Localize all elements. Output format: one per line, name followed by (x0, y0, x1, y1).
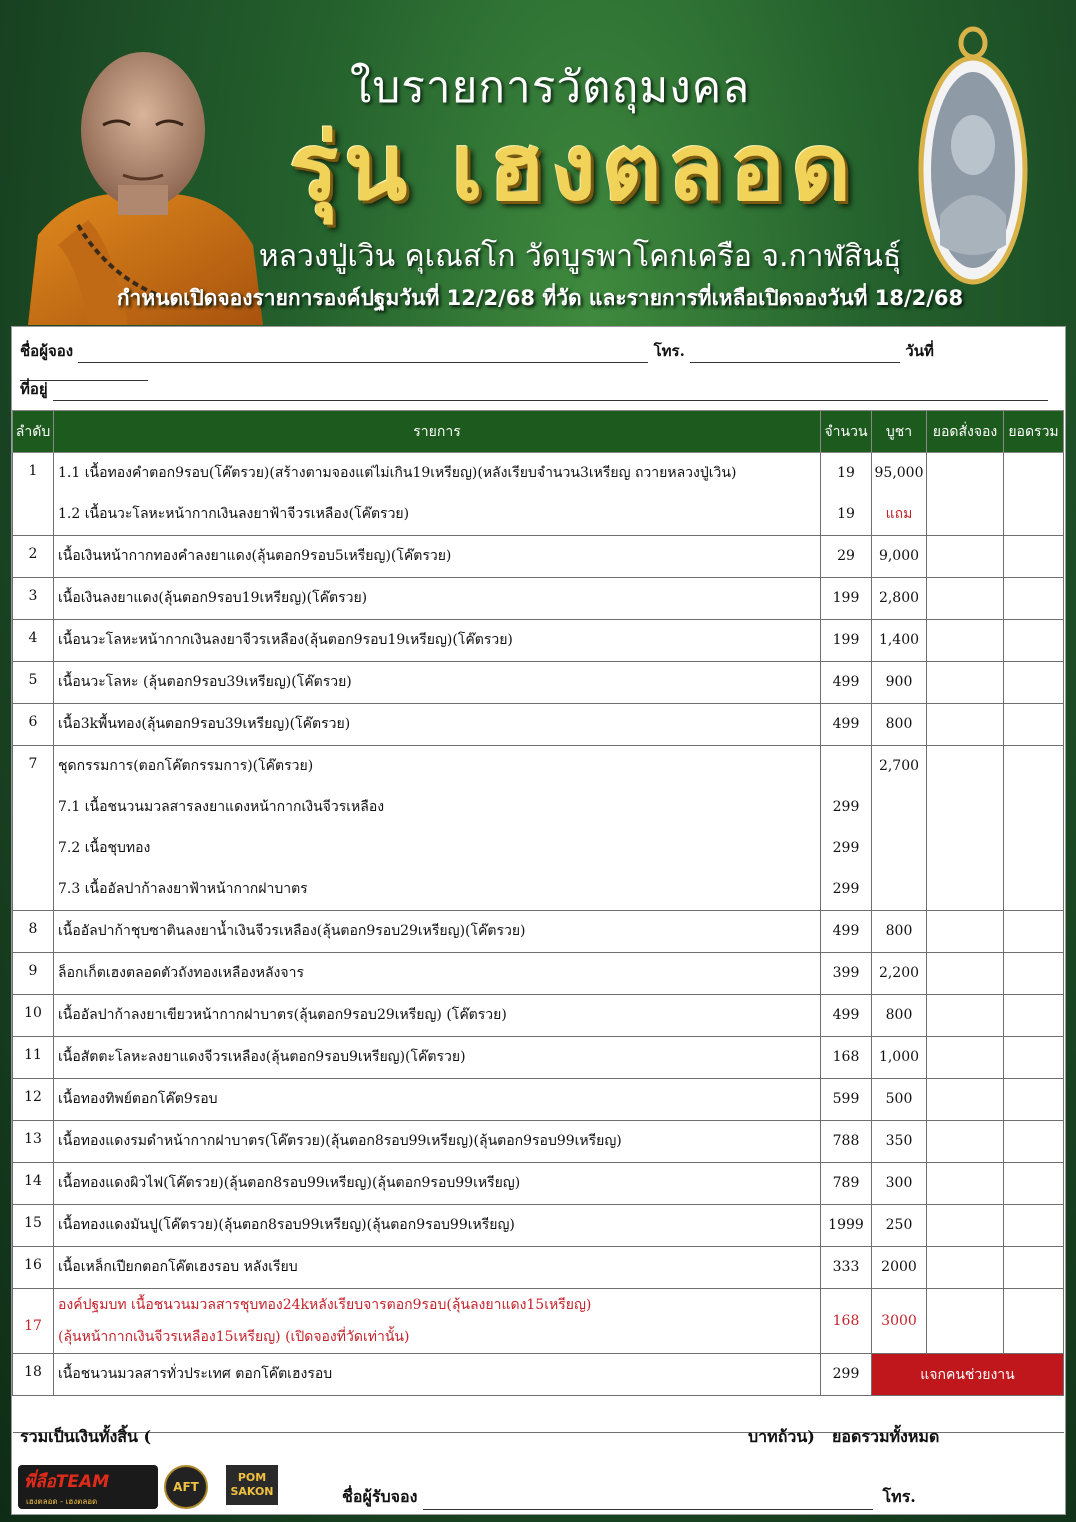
quantity-value (821, 746, 871, 787)
address-field[interactable] (53, 384, 1048, 401)
order-amount-field[interactable] (927, 662, 1004, 704)
price-value: 2,700 (878, 758, 920, 774)
table-row (13, 911, 1064, 953)
table-row (13, 1037, 1064, 1079)
row-number: 12 (13, 1079, 54, 1121)
quantity-value: 299 (832, 1366, 860, 1382)
item-line: ล็อกเก็ตเฮงตลอดตัวถังทองเหลืองหลังจาร (58, 965, 304, 981)
quantity-value: 499 (832, 674, 860, 690)
items-table (12, 410, 1064, 1433)
quantity-value: 199 (832, 632, 860, 648)
order-amount-field[interactable] (927, 1121, 1004, 1163)
item-line: 1.2 เนื้อนวะโลหะหน้ากากเงินลงยาฟ้าจีวรเหลือง(โค๊ตรวย) (58, 506, 410, 522)
item-price (872, 704, 927, 746)
order-amount-field[interactable] (927, 911, 1004, 953)
col-header-total: ยอดรวม (1004, 411, 1064, 453)
row-total-field[interactable] (1004, 1079, 1064, 1121)
item-quantity (821, 911, 872, 953)
item-price (872, 620, 927, 662)
booker-date-label: วันที่ (905, 342, 934, 360)
item-description (54, 911, 821, 953)
item-description (54, 1205, 821, 1247)
item-quantity (821, 953, 872, 995)
item-line: เนื้อ3kพื้นทอง(ลุ้นตอก9รอบ39เหรียญ)(โค๊ตรวย) (58, 716, 351, 732)
item-description (54, 1163, 821, 1205)
logo-pom-text: POM (237, 1471, 267, 1484)
table-row (13, 536, 1064, 578)
item-quantity (821, 1037, 872, 1079)
price-value (872, 787, 926, 828)
price-value: 3000 (881, 1312, 917, 1329)
total-label: รวมเป็นเงินทั้งสิ้น ( (20, 1427, 152, 1446)
order-amount-field[interactable] (927, 1289, 1004, 1354)
row-total-field[interactable] (1004, 453, 1064, 536)
item-quantity (821, 662, 872, 704)
quantity-value: 788 (832, 1133, 860, 1149)
table-row (13, 995, 1064, 1037)
item-quantity (821, 578, 872, 620)
address-row (20, 377, 1060, 401)
item-description (54, 662, 821, 704)
item-price (872, 578, 927, 620)
item-line: เนื้อเหล็กเปียกตอกโค๊ตเฮงรอบ หลังเรียบ (58, 1259, 298, 1275)
order-amount-field[interactable] (927, 1037, 1004, 1079)
row-number: 7 (13, 746, 54, 911)
row-number: 14 (13, 1163, 54, 1205)
item-price (872, 536, 927, 578)
item-line: 7.3 เนื้ออัลปาก้าลงยาฟ้าหน้ากากฝาบาตร (58, 881, 308, 897)
item-line: เนื้อทองทิพย์ตอกโค๊ต9รอบ (58, 1091, 218, 1107)
item-description (54, 536, 821, 578)
row-number: 2 (13, 536, 54, 578)
order-amount-field[interactable] (927, 953, 1004, 995)
price-value: 2,200 (878, 965, 920, 981)
item-quantity (821, 453, 872, 536)
item-quantity (821, 995, 872, 1037)
booking-form-panel (11, 326, 1066, 1515)
row-number: 8 (13, 911, 54, 953)
table-row (13, 1289, 1064, 1354)
quantity-value: 299 (832, 840, 860, 856)
row-total-field[interactable] (1004, 536, 1064, 578)
row-number: 15 (13, 1205, 54, 1247)
price-value: 95,000 (874, 465, 924, 481)
row-number: 5 (13, 662, 54, 704)
quantity-value: 19 (837, 506, 855, 522)
quantity-value: 19 (837, 465, 855, 481)
item-line: เนื้ออัลปาก้าลงยาเขียวหน้ากากฝาบาตร(ลุ้นตอก9รอบ29เหรียญ) (โค๊ตรวย) (58, 1007, 507, 1023)
row-total-field[interactable] (1004, 620, 1064, 662)
row-total-field[interactable] (1004, 746, 1064, 911)
item-line: 1.1 เนื้อทองคำตอก9รอบ(โค๊ตรวย)(สร้างตามจองแต่ไม่เกิน19เหรียญ)(หลังเรียบจำนวน3เหรียญ ถวายหลวงปู่เวิน) (58, 465, 737, 481)
giveaway-badge: แจกคนช่วยงาน (872, 1354, 1064, 1396)
booker-info-row (20, 339, 1060, 381)
item-price (872, 1205, 927, 1247)
order-amount-field[interactable] (927, 536, 1004, 578)
row-total-field[interactable] (1004, 1121, 1064, 1163)
table-row (13, 453, 1064, 536)
col-header-qty: จำนวน (821, 411, 872, 453)
item-quantity (821, 1121, 872, 1163)
price-value: 1,000 (878, 1049, 920, 1065)
quantity-value: 299 (832, 799, 860, 815)
price-value: 250 (885, 1217, 913, 1233)
table-row (13, 1079, 1064, 1121)
table-row (13, 662, 1064, 704)
price-value: 800 (885, 1007, 913, 1023)
item-description (54, 746, 821, 911)
logo-pom-sakon (226, 1465, 278, 1505)
item-line: เนื้อนวะโลหะ (ลุ้นตอก9รอบ39เหรียญ)(โค๊ตรวย) (58, 674, 352, 690)
row-number: 13 (13, 1121, 54, 1163)
price-value (872, 828, 926, 869)
quantity-value: 168 (832, 1312, 860, 1329)
item-line: เนื้อทองแดงมันปู(โค๊ตรวย)(ลุ้นตอก8รอบ99เหรียญ)(ลุ้นตอก9รอบ99เหรียญ) (58, 1217, 515, 1233)
item-price (872, 453, 927, 536)
table-header-row (13, 411, 1064, 453)
row-number: 4 (13, 620, 54, 662)
order-amount-field[interactable] (927, 578, 1004, 620)
receiver-phone-field[interactable] (342, 1512, 492, 1522)
row-total-field[interactable] (1004, 1289, 1064, 1354)
price-value: 350 (885, 1133, 913, 1149)
row-total-field[interactable] (1004, 1205, 1064, 1247)
item-price (872, 911, 927, 953)
item-line: (ลุ้นหน้ากากเงินจีวรเหลือง15เหรียญ) (เปิดจองที่วัดเท่านั้น) (58, 1329, 410, 1345)
item-line: 7.2 เนื้อชุบทอง (58, 840, 151, 856)
item-price (872, 1079, 927, 1121)
grand-total-label: ยอดรวมทั้งหมด (832, 1427, 940, 1446)
price-value: 900 (885, 674, 913, 690)
order-amount-field[interactable] (927, 746, 1004, 911)
item-line: เนื้อทองแดงผิวไฟ(โค๊ตรวย)(ลุ้นตอก8รอบ99เหรียญ)(ลุ้นตอก9รอบ99เหรียญ) (58, 1175, 521, 1191)
logo-sakon-text: SAKON (230, 1485, 274, 1498)
row-total-field[interactable] (1004, 1163, 1064, 1205)
item-price (872, 953, 927, 995)
order-amount-field[interactable] (927, 995, 1004, 1037)
order-amount-field[interactable] (927, 704, 1004, 746)
quantity-value: 499 (832, 1007, 860, 1023)
item-quantity (821, 536, 872, 578)
booker-name-label: ชื่อผู้จอง (20, 342, 74, 360)
item-line: องค์ปฐมบท เนื้อชนวนมวลสารชุบทอง24kหลังเรียบจารตอก9รอบ(ลุ้นลงยาแดง15เหรียญ) (58, 1297, 592, 1313)
item-quantity (821, 704, 872, 746)
item-description (54, 1354, 821, 1396)
item-description (54, 1121, 821, 1163)
col-header-order: ยอดสั่งจอง (927, 411, 1004, 453)
table-row (13, 1121, 1064, 1163)
table-row (13, 1163, 1064, 1205)
col-header-no: ลำดับ (13, 411, 54, 453)
quantity-value: 599 (832, 1091, 860, 1107)
item-line: เนื้อสัตตะโลหะลงยาแดงจีวรเหลือง(ลุ้นตอก9รอบ9เหรียญ)(โค๊ตรวย) (58, 1049, 466, 1065)
row-total-field[interactable] (1004, 662, 1064, 704)
item-quantity (821, 1289, 872, 1354)
row-total-field[interactable] (1004, 578, 1064, 620)
item-price (872, 662, 927, 704)
item-quantity (821, 1247, 872, 1289)
item-description (54, 704, 821, 746)
row-number: 11 (13, 1037, 54, 1079)
item-line: เนื้อทองแดงรมดำหน้ากากฝาบาตร(โค๊ตรวย)(ลุ้นตอก8รอบ99เหรียญ)(ลุ้นตอก9รอบ99เหรียญ) (58, 1133, 622, 1149)
quantity-value: 499 (832, 716, 860, 732)
item-description (54, 620, 821, 662)
form-title: ใบรายการวัตถุมงคล (349, 62, 751, 113)
order-amount-field[interactable] (927, 1079, 1004, 1121)
item-line: เนื้อนวะโลหะหน้ากากเงินลงยาจีวรเหลือง(ลุ้นตอก9รอบ19เหรียญ)(โค๊ตรวย) (58, 632, 513, 648)
item-price (872, 746, 927, 911)
item-price (872, 1037, 927, 1079)
receiver-label: ชื่อผู้รับจอง (342, 1487, 418, 1506)
row-total-field[interactable] (1004, 1247, 1064, 1289)
price-value (872, 869, 926, 910)
col-header-item: รายการ (54, 411, 821, 453)
address-label: ที่อยู่ (20, 380, 48, 398)
row-number: 1 (13, 453, 54, 536)
price-value: 800 (885, 923, 913, 939)
price-value: 1,400 (878, 632, 920, 648)
table-row (13, 620, 1064, 662)
price-value: 2,800 (878, 590, 920, 606)
item-description (54, 1289, 821, 1354)
item-description (54, 1247, 821, 1289)
logo-team-text: พี่ลือTEAM (24, 1472, 110, 1492)
quantity-value: 299 (832, 881, 860, 897)
row-total-field[interactable] (1004, 704, 1064, 746)
logo-team (18, 1465, 158, 1509)
item-description (54, 995, 821, 1037)
quantity-value: 399 (832, 965, 860, 981)
price-value: 800 (885, 716, 913, 732)
row-number: 10 (13, 995, 54, 1037)
quantity-value: 789 (832, 1175, 860, 1191)
table-row (13, 704, 1064, 746)
item-line: เนื้อเงินลงยาแดง(ลุ้นตอก9รอบ19เหรียญ)(โค๊ตรวย) (58, 590, 368, 606)
monk-name-line: หลวงปู่เวิน คุเณสโก วัดบูรพาโคกเครือ จ.กาฬสินธุ์ (258, 239, 902, 274)
booker-phone-field[interactable] (690, 346, 900, 363)
receiver-name-field[interactable] (423, 1493, 873, 1510)
item-quantity (821, 1354, 872, 1396)
price-value: 9,000 (878, 548, 920, 564)
item-description (54, 453, 821, 536)
price-value: 300 (885, 1175, 913, 1191)
item-description (54, 1079, 821, 1121)
item-description (54, 953, 821, 995)
table-row (13, 1354, 1064, 1396)
row-number: 6 (13, 704, 54, 746)
series-name: รุ่น เฮงตลอด (289, 113, 857, 221)
order-amount-field[interactable] (927, 1247, 1004, 1289)
logo-team-sub: เฮงตลอด - เฮงตลอด (26, 1497, 98, 1506)
logo-aft: AFT (164, 1465, 208, 1509)
item-line: เนื้ออัลปาก้าชุบซาตินลงยาน้ำเงินจีวรเหลือง(ลุ้นตอก9รอบ29เหรียญ)(โค๊ตรวย) (58, 923, 526, 939)
item-price (872, 995, 927, 1037)
price-value: แถม (885, 506, 913, 522)
quantity-value: 199 (832, 590, 860, 606)
receiver-row (342, 1485, 1065, 1522)
item-line: ชุดกรรมการ(ตอกโค๊ตกรรมการ)(โค๊ตรวย) (58, 758, 314, 774)
quantity-value: 29 (837, 548, 855, 564)
item-quantity (821, 746, 872, 911)
quantity-value: 499 (832, 923, 860, 939)
receiver-phone-label: โทร. (882, 1487, 916, 1506)
item-quantity (821, 1205, 872, 1247)
row-total-field[interactable] (1004, 911, 1064, 953)
item-price (872, 1247, 927, 1289)
order-amount-field[interactable] (927, 1205, 1004, 1247)
quantity-value: 333 (832, 1259, 860, 1275)
booker-phone-label: โทร. (653, 342, 685, 360)
price-value: 500 (885, 1091, 913, 1107)
row-total-field[interactable] (1004, 1037, 1064, 1079)
quantity-value: 168 (832, 1049, 860, 1065)
table-row (13, 953, 1064, 995)
order-amount-field[interactable] (927, 1163, 1004, 1205)
booker-name-field[interactable] (78, 346, 648, 363)
item-description (54, 1037, 821, 1079)
item-line: เนื้อเงินหน้ากากทองคำลงยาแดง(ลุ้นตอก9รอบ5เหรียญ)(โค๊ตรวย) (58, 548, 452, 564)
item-line: 7.1 เนื้อชนวนมวลสารลงยาแดงหน้ากากเงินจีวรเหลือง (58, 799, 385, 815)
col-header-price: บูชา (872, 411, 927, 453)
item-quantity (821, 1163, 872, 1205)
row-number: 16 (13, 1247, 54, 1289)
item-price (872, 1289, 927, 1354)
table-row (13, 746, 1064, 911)
total-row (20, 1425, 1060, 1450)
row-total-field[interactable] (1004, 953, 1064, 995)
item-line: เนื้อชนวนมวลสารทั่วประเทศ ตอกโค๊ตเฮงรอบ (58, 1366, 333, 1382)
item-quantity (821, 1079, 872, 1121)
header-banner (0, 0, 1076, 322)
row-number: 18 (13, 1354, 54, 1396)
item-price (872, 1163, 927, 1205)
item-quantity (821, 620, 872, 662)
table-row (13, 1205, 1064, 1247)
table-row (13, 1247, 1064, 1289)
order-amount-field[interactable] (927, 620, 1004, 662)
row-total-field[interactable] (1004, 995, 1064, 1037)
table-row (13, 578, 1064, 620)
order-amount-field[interactable] (927, 453, 1004, 536)
item-price (872, 1121, 927, 1163)
row-number: 9 (13, 953, 54, 995)
item-description (54, 578, 821, 620)
booking-schedule: กำหนดเปิดจองรายการองค์ปฐมวันที่ 12/2/68 ที่วัด และรายการที่เหลือเปิดจองวันที่ 18/2/68 (116, 286, 964, 310)
row-number: 3 (13, 578, 54, 620)
baht-label: บาทถ้วน) (748, 1427, 815, 1446)
price-value: 2000 (881, 1259, 917, 1275)
row-number: 17 (13, 1289, 54, 1354)
quantity-value: 1999 (828, 1217, 864, 1233)
